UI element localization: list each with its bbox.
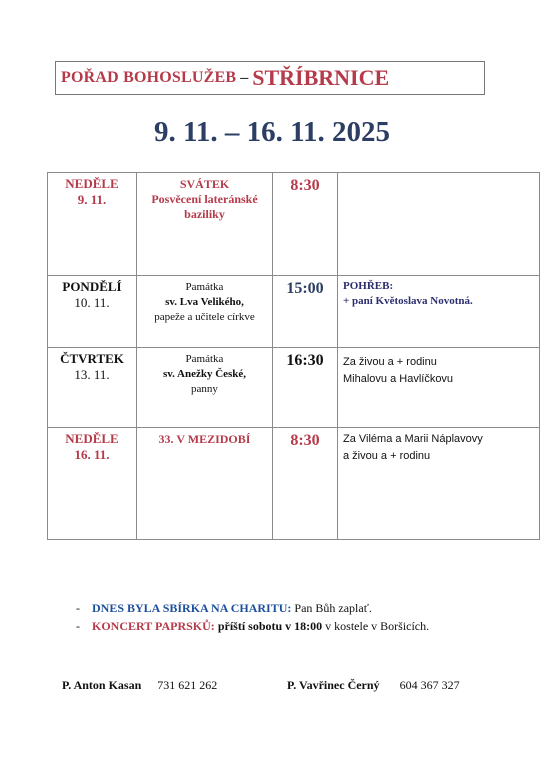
day-cell bbox=[48, 173, 137, 276]
intention-line: Mihalovu a Havlíčkovu bbox=[343, 373, 454, 385]
intention-line: Za živou a + rodinu bbox=[343, 356, 437, 368]
table-row bbox=[48, 173, 540, 276]
note-item bbox=[76, 617, 429, 635]
intention-cell bbox=[338, 173, 540, 276]
mass-time: 15:00 bbox=[286, 280, 324, 297]
note-dash: - bbox=[76, 619, 80, 633]
intention-cell bbox=[338, 428, 540, 540]
occasion-line: papeže a učitele církve bbox=[154, 311, 255, 323]
mass-time: 8:30 bbox=[290, 177, 320, 194]
contact-phone: 604 367 327 bbox=[399, 678, 460, 692]
mass-time: 8:30 bbox=[290, 432, 320, 449]
day-date: 16. 11. bbox=[74, 447, 110, 462]
table-row bbox=[48, 276, 540, 348]
note-highlight: KONCERT PAPRSKŮ: bbox=[92, 619, 215, 633]
table-row bbox=[48, 348, 540, 428]
intention-line: POHŘEB: bbox=[343, 280, 394, 292]
day-name: PONDĚLÍ bbox=[62, 279, 122, 294]
contact-name: P. Vavřinec Černý bbox=[287, 678, 380, 692]
occasion-line: Památka bbox=[185, 281, 224, 293]
intention-line: + paní Květoslava Novotná. bbox=[343, 295, 473, 307]
occasion-line: SVÁTEK bbox=[179, 177, 230, 191]
occasion-line: 33. V MEZIDOBÍ bbox=[158, 432, 251, 446]
date-range: 9. 11. – 16. 11. 2025 bbox=[153, 116, 391, 148]
occasion-line: sv. Lva Velikého, bbox=[165, 296, 244, 308]
day-name: NEDĚLE bbox=[65, 176, 119, 191]
title-separator: – bbox=[240, 69, 249, 86]
day-cell bbox=[48, 428, 137, 540]
note-item bbox=[76, 599, 429, 617]
time-cell bbox=[273, 173, 338, 276]
note-text: Pan Bůh zaplať. bbox=[291, 601, 372, 615]
contact-1 bbox=[62, 678, 217, 693]
intention-line: a živou a + rodinu bbox=[343, 450, 431, 462]
time-cell bbox=[273, 348, 338, 428]
occasion-line: baziliky bbox=[184, 207, 225, 221]
day-name: ČTVRTEK bbox=[60, 351, 124, 366]
mass-time: 16:30 bbox=[286, 352, 324, 369]
occasion-line: Památka bbox=[185, 353, 224, 365]
occasion-cell bbox=[137, 348, 273, 428]
intention-cell bbox=[338, 348, 540, 428]
time-cell bbox=[273, 428, 338, 540]
contact-2 bbox=[287, 678, 460, 693]
note-text: v kostele v Boršicích. bbox=[322, 619, 430, 633]
schedule-table bbox=[47, 172, 540, 540]
intention-cell bbox=[338, 276, 540, 348]
table-row bbox=[48, 428, 540, 540]
note-highlight: DNES BYLA SBÍRKA NA CHARITU: bbox=[92, 601, 292, 615]
occasion-cell bbox=[137, 276, 273, 348]
title-main: POŘAD BOHOSLUŽEB bbox=[61, 69, 237, 86]
occasion-line: panny bbox=[191, 383, 218, 395]
time-cell bbox=[273, 276, 338, 348]
intention-line: Za Viléma a Marii Náplavovy bbox=[343, 433, 483, 445]
occasion-line: sv. Anežky České, bbox=[162, 368, 247, 380]
day-name: NEDĚLE bbox=[65, 431, 119, 446]
title-place: STŘÍBRNICE bbox=[252, 65, 390, 90]
notes-list bbox=[76, 599, 429, 635]
occasion-line: Posvěcení lateránské bbox=[151, 192, 258, 206]
day-cell bbox=[48, 276, 137, 348]
contact-name: P. Anton Kasan bbox=[62, 678, 142, 692]
note-dash: - bbox=[76, 601, 80, 615]
title-box bbox=[55, 61, 485, 95]
note-bold-text: příští sobotu v 18:00 bbox=[214, 619, 323, 633]
day-date: 10. 11. bbox=[74, 295, 110, 310]
day-date: 13. 11. bbox=[74, 367, 110, 382]
day-date: 9. 11. bbox=[77, 192, 107, 207]
occasion-cell bbox=[137, 428, 273, 540]
contact-phone: 731 621 262 bbox=[157, 678, 218, 692]
day-cell bbox=[48, 348, 137, 428]
occasion-cell bbox=[137, 173, 273, 276]
